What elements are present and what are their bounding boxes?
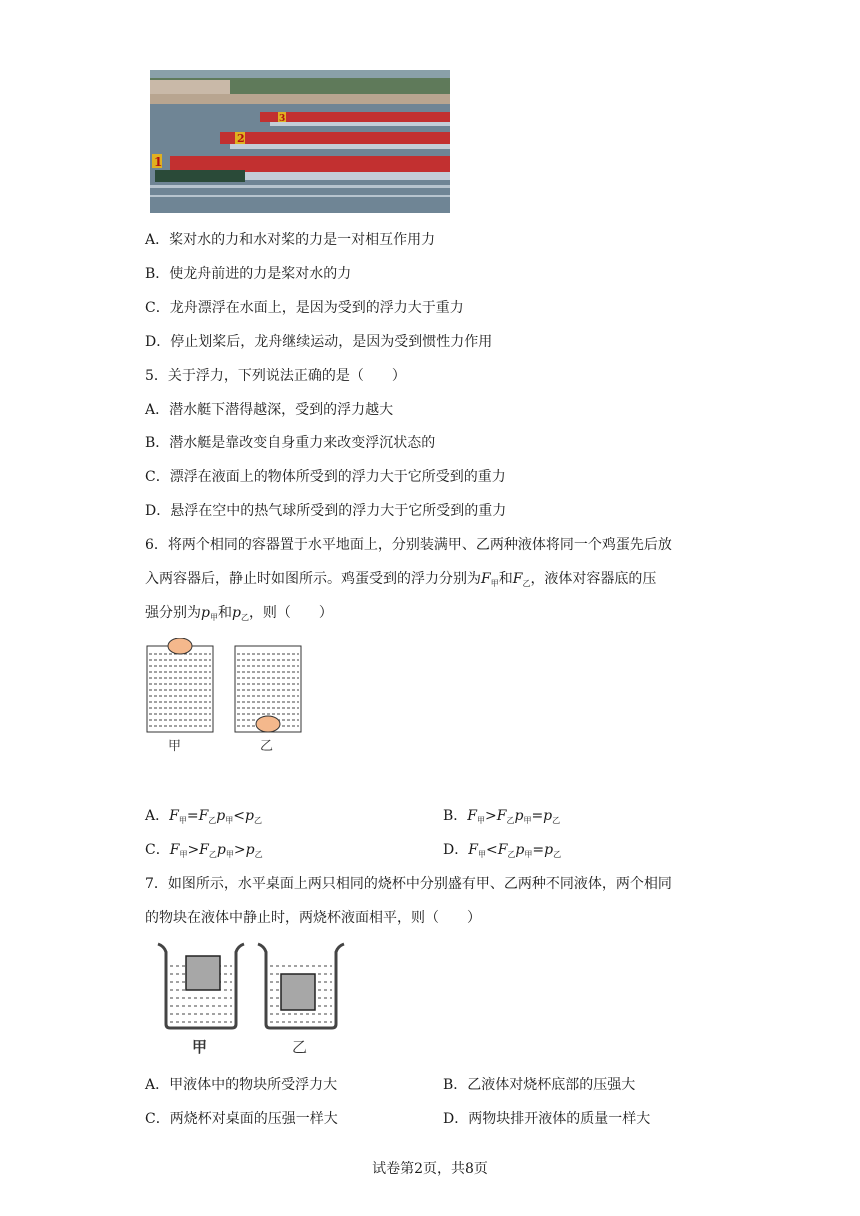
q4-option-c: C．龙舟漂浮在水面上，是因为受到的浮力大于重力 <box>145 300 464 316</box>
q7-option-a: A．甲液体中的物块所受浮力大 <box>145 1077 338 1093</box>
q6-option-b: B．$F_甲>F_乙p_甲=p_乙$ <box>443 808 561 825</box>
photo-number-1: 1 <box>154 155 163 169</box>
block-jia <box>186 956 220 990</box>
dragon-boat-photo <box>150 70 450 213</box>
q5-option-b: B．潜水艇是靠改变自身重力来改变浮沉状态的 <box>145 435 436 451</box>
container-jia <box>147 646 213 732</box>
q6-containers-figure <box>140 638 320 758</box>
fig6-label-jia: 甲 <box>168 739 182 754</box>
q6-stem-line1: 6．将两个相同的容器置于水平地面上，分别装满甲、乙两种液体将同一个鸡蛋先后放 <box>145 537 672 553</box>
q5-option-a: A．潜水艇下潜得越深，受到的浮力越大 <box>145 402 394 418</box>
page-footer: 试卷第2页，共8页 <box>372 1161 488 1177</box>
photo-number-2: 2 <box>237 132 245 145</box>
q7-stem-line1: 7．如图所示，水平桌面上两只相同的烧杯中分别盛有甲、乙两种不同液体，两个相同 <box>145 876 672 892</box>
fig7-label-jia: 甲 <box>192 1038 208 1056</box>
q7-beakers-figure <box>150 940 350 1058</box>
q6-option-c: C．$F_甲>F_乙p_甲>p_乙$ <box>145 842 263 859</box>
fig7-label-yi: 乙 <box>292 1038 308 1056</box>
block-yi <box>281 974 315 1010</box>
q6-option-a: A．$F_甲=F_乙p_甲<p_乙$ <box>145 808 262 825</box>
q5-option-d: D．悬浮在空中的热气球所受到的浮力大于它所受到的重力 <box>145 503 507 519</box>
q4-option-a: A．桨对水的力和水对桨的力是一对相互作用力 <box>145 232 436 248</box>
q6-stem-line2: 入两容器后，静止时如图所示。鸡蛋受到的浮力分别为$F_甲$和$F_乙$，液体对容器底的压 <box>145 571 657 588</box>
q5-stem: 5．关于浮力，下列说法正确的是（ ） <box>145 368 406 384</box>
q7-option-c: C．两烧杯对桌面的压强一样大 <box>145 1111 338 1127</box>
q7-option-d: D．两物块排开液体的质量一样大 <box>443 1111 651 1127</box>
egg-jia <box>168 638 192 654</box>
photo-number-3: 3 <box>279 114 286 124</box>
q6-option-d: D．$F_甲<F_乙p_甲=p_乙$ <box>443 842 562 859</box>
egg-yi <box>256 716 280 732</box>
q7-option-b: B．乙液体对烧杯底部的压强大 <box>443 1077 636 1093</box>
q7-stem-line2: 的物块在液体中静止时，两烧杯液面相平，则（ ） <box>145 910 481 926</box>
q5-option-c: C．漂浮在液面上的物体所受到的浮力大于它所受到的重力 <box>145 469 506 485</box>
q4-option-b: B．使龙舟前进的力是桨对水的力 <box>145 266 352 282</box>
q4-option-d: D．停止划桨后，龙舟继续运动，是因为受到惯性力作用 <box>145 334 493 350</box>
fig6-label-yi: 乙 <box>260 739 274 754</box>
q6-stem-line3: 强分别为$p_甲$和$p_乙$，则（ ） <box>145 605 333 622</box>
